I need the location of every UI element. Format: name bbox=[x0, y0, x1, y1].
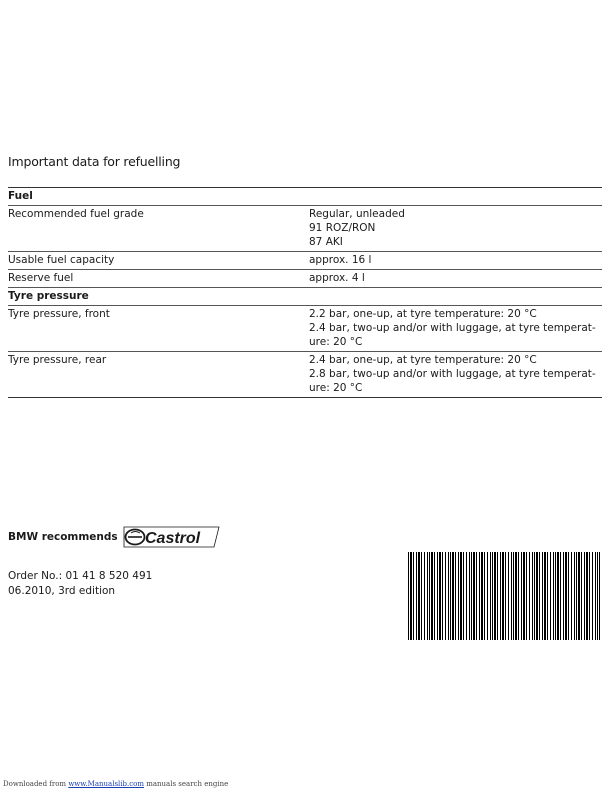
row-label: Usable fuel capacity bbox=[8, 252, 309, 270]
table-row bbox=[8, 206, 602, 252]
value-line: 91 ROZ/RON bbox=[309, 222, 376, 234]
table-row bbox=[8, 352, 602, 398]
row-label: Recommended fuel grade bbox=[8, 206, 309, 252]
value-line: ure: 20 °C bbox=[309, 382, 363, 394]
order-info bbox=[8, 569, 152, 599]
row-value bbox=[309, 206, 602, 252]
value-line: 2.4 bar, two-up and/or with luggage, at tyre temperat- bbox=[309, 322, 596, 334]
row-value bbox=[309, 270, 602, 288]
section-heading-fuel: Fuel bbox=[8, 188, 602, 206]
edition: 06.2010, 3rd edition bbox=[8, 585, 116, 597]
footer-prefix: Downloaded from bbox=[3, 780, 67, 788]
table-row bbox=[8, 270, 602, 288]
row-value bbox=[309, 352, 602, 398]
value-line: ure: 20 °C bbox=[309, 336, 363, 348]
row-label: Tyre pressure, rear bbox=[8, 352, 309, 398]
value-line: approx. 4 l bbox=[309, 272, 365, 284]
page-title: Important data for refuelling bbox=[8, 154, 181, 169]
row-label: Tyre pressure, front bbox=[8, 306, 309, 352]
row-value bbox=[309, 306, 602, 352]
value-line: Regular, unleaded bbox=[309, 208, 405, 220]
value-line: approx. 16 l bbox=[309, 254, 372, 266]
row-label: Reserve fuel bbox=[8, 270, 309, 288]
table-row bbox=[8, 252, 602, 270]
recommend-text: BMW recommends bbox=[8, 531, 118, 543]
value-line: 2.8 bar, two-up and/or with luggage, at tyre temperat- bbox=[309, 368, 596, 380]
castrol-logo bbox=[122, 525, 220, 549]
footer bbox=[3, 780, 228, 788]
value-line: 2.2 bar, one-up, at tyre temperature: 20 °C bbox=[309, 308, 537, 320]
recommendation-line bbox=[8, 524, 220, 550]
refuelling-data-table bbox=[8, 187, 602, 398]
order-number: Order No.: 01 41 8 520 491 bbox=[8, 570, 153, 582]
barcode bbox=[408, 552, 600, 640]
table-row bbox=[8, 306, 602, 352]
footer-link[interactable]: www.Manualslib.com bbox=[68, 780, 144, 788]
value-line: 2.4 bar, one-up, at tyre temperature: 20 °C bbox=[309, 354, 537, 366]
castrol-emblem-icon bbox=[125, 530, 144, 545]
section-heading-row bbox=[8, 188, 602, 206]
castrol-logo-text: Castrol bbox=[144, 530, 200, 547]
footer-suffix: manuals search engine bbox=[146, 780, 229, 788]
section-heading-row bbox=[8, 288, 602, 306]
value-line: 87 AKI bbox=[309, 236, 343, 248]
row-value bbox=[309, 252, 602, 270]
section-heading-tyre-pressure: Tyre pressure bbox=[8, 288, 602, 306]
